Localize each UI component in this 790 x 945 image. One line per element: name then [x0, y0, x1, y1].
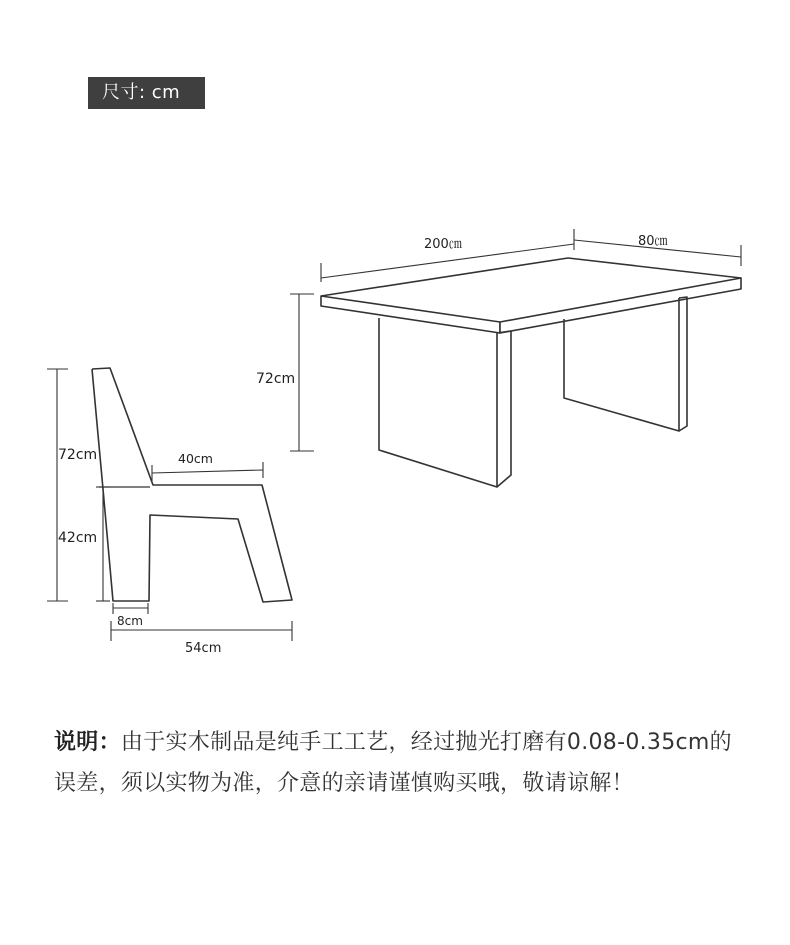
chair-total-height-label: 72cm — [58, 447, 98, 463]
table-depth-label: 80㎝ — [638, 234, 668, 249]
note-text: 由于实木制品是纯手工工艺，经过抛光打磨有0.08-0.35cm的误差，须以实物为准，介意的亲请谨慎购买哦，敬请谅解！ — [54, 730, 732, 796]
table-leg-front — [379, 318, 511, 487]
chair-total-height-dimension-line — [47, 369, 68, 601]
chair-total-depth-label: 54cm — [185, 641, 222, 656]
note-label: 说明： — [54, 730, 121, 755]
chair-outline — [92, 368, 292, 602]
chair-leg-width-label: 8cm — [117, 614, 143, 628]
table-length-label: 200㎝ — [424, 237, 462, 252]
note-paragraph — [54, 722, 754, 804]
chair-seat-depth-label: 40cm — [178, 451, 213, 466]
chair-leg-width-dimension-line — [113, 603, 148, 614]
chair-seat-height-label: 42cm — [58, 530, 98, 546]
table-height-label: 72cm — [256, 371, 296, 387]
unit-badge: 尺寸: cm — [88, 77, 205, 109]
